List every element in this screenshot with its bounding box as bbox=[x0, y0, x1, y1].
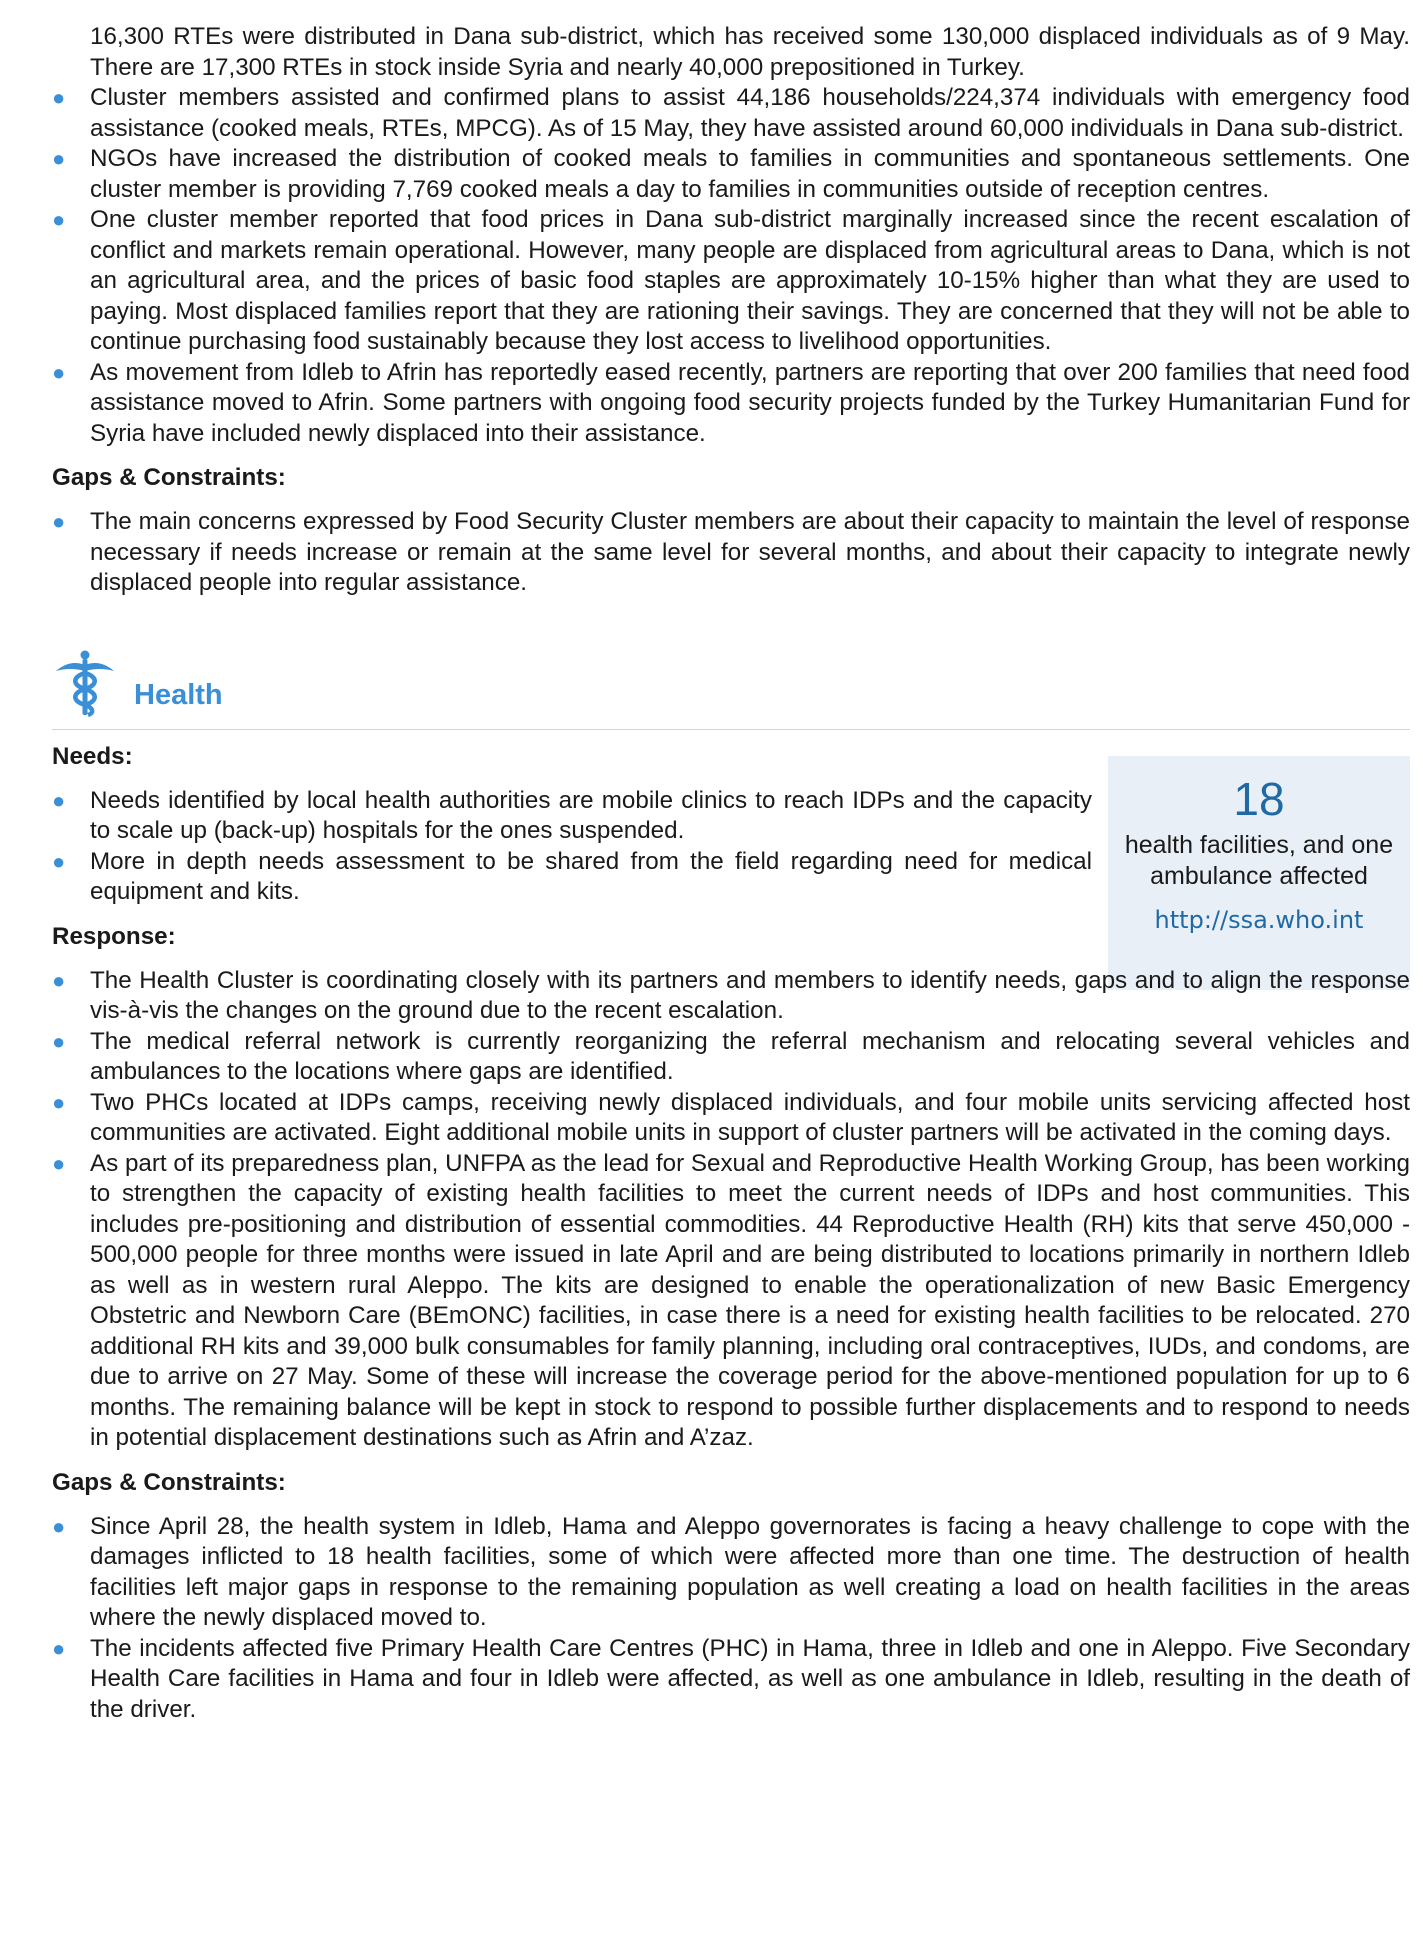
list-item-text: NGOs have increased the distribution of cooked meals to families in communities and spontaneous settlements. One cluster member is providing 7,769 cooked meals a day to families in communities outside of reception centres. bbox=[90, 145, 1410, 203]
list-item bbox=[52, 83, 1410, 144]
health-gaps-list bbox=[52, 1512, 1410, 1726]
list-item-text: One cluster member reported that food prices in Dana sub-district marginally increased since the recent escalation of conflict and markets remain operational. However, many people are displaced from agricultural areas to Dana, which is not an agricultural area, and the prices of basic food staples are approximately 10-15% higher than what they are used to paying. Most displaced families report that they are rationing their savings. They are concerned that they will not be able to continue purchasing food sustainably because they lost access to livelihood opportunities. bbox=[90, 206, 1410, 355]
bullet-icon: ● bbox=[52, 359, 66, 385]
list-item bbox=[52, 786, 1092, 847]
list-item bbox=[52, 847, 1092, 908]
document-page bbox=[52, 22, 1410, 1725]
list-item-text: Cluster members assisted and confirmed plans to assist 44,186 households/224,374 individuals with emergency food assistance (cooked meals, RTEs, MPCG). As of 15 May, they have assisted around 60,000 individuals in Dana sub-district. bbox=[90, 84, 1410, 142]
list-item bbox=[52, 358, 1410, 450]
health-response-heading: Response: bbox=[52, 922, 176, 950]
list-item-text: Two PHCs located at IDPs camps, receiving newly displaced individuals, and four mobile units servicing affected host communities are activated. Eight additional mobile units in support of cluster partners will be activated in the coming days. bbox=[90, 1088, 1410, 1146]
bullet-icon: ● bbox=[52, 787, 66, 813]
list-item bbox=[52, 1634, 1410, 1726]
bullet-icon: ● bbox=[52, 146, 66, 171]
list-item-text: The main concerns expressed by Food Security Cluster members are about their capacity to maintain the level of response necessary if needs increase or remain at the same level for several months, and about their capacity to integrate newly displaced people into regular assistance. bbox=[90, 508, 1410, 596]
food-intro-paragraph: 16,300 RTEs were distributed in Dana sub-district, which has received some 130,000 displaced individuals as of 9 May. There are 17,300 RTEs in stock inside Syria and nearly 40,000 prepositioned in Turkey. bbox=[90, 23, 1410, 81]
list-item bbox=[52, 1512, 1410, 1634]
list-item bbox=[52, 507, 1410, 599]
bullet-icon: ● bbox=[52, 509, 66, 534]
list-item-text: As movement from Idleb to Afrin has reportedly eased recently, partners are reporting that over 200 families that need food assistance moved to Afrin. Some partners with ongoing food security projects funded by the Turkey Humanitarian Fund for Syria have included newly displaced into their assistance. bbox=[90, 358, 1410, 447]
health-needs-block bbox=[52, 742, 1410, 952]
bullet-icon: ● bbox=[52, 967, 66, 993]
callout-number: 18 bbox=[1233, 772, 1285, 825]
list-item-text: As part of its preparedness plan, UNFPA as the lead for Sexual and Reproductive Health Working Group, has been working to strengthen the capacity of existing health facilities to meet the current needs of IDPs and host communities. This includes pre-positioning and distribution of essential commodities. 44 Reproductive Health (RH) kits that serve 450,000 - 500,000 people for three months were issued in late April and are being distributed to locations primarily in northern Idleb as well as in western rural Aleppo. The kits are designed to enable the operationalization of new Basic Emergency Obstetric and Newborn Care (BEmONC) facilities, in case there is a need for existing health facilities to be relocated. 270 additional RH kits and 39,000 bulk consumables for family planning, including oral contraceptives, IUDs, and condoms, are due to arrive on 27 May. Some of these will increase the coverage period for the above-mentioned population for up to 6 months. The remaining balance will be kept in stock to respond to possible further displacements and to respond to needs in potential displacement destinations such as Afrin and A’zaz. bbox=[90, 1149, 1410, 1451]
bullet-icon: ● bbox=[52, 1089, 66, 1115]
health-caduceus-icon bbox=[52, 649, 118, 719]
bullet-icon: ● bbox=[52, 1635, 66, 1661]
food-gaps-list bbox=[52, 507, 1410, 599]
list-item bbox=[52, 1149, 1410, 1454]
health-facilities-callout bbox=[1108, 756, 1410, 990]
bullet-icon: ● bbox=[52, 1150, 66, 1176]
bullet-icon: ● bbox=[52, 1028, 66, 1054]
list-item-text: Since April 28, the health system in Idleb, Hama and Aleppo governorates is facing a heavy challenge to cope with the damages inflicted to 18 health facilities, some of which were affected more than one time. The destruction of health facilities left major gaps in response to the remaining population as well creating a load on health facilities in the areas where the newly displaced moved to. bbox=[90, 1512, 1410, 1631]
bullet-icon: ● bbox=[52, 207, 66, 232]
list-item-text: The medical referral network is currently reorganizing the referral mechanism and relocating several vehicles and ambulances to the locations where gaps are identified. bbox=[90, 1027, 1410, 1085]
health-section-title: Health bbox=[134, 678, 223, 711]
list-item bbox=[52, 1088, 1410, 1149]
bullet-icon: ● bbox=[52, 85, 66, 110]
health-response-list bbox=[52, 966, 1410, 1454]
bullet-icon: ● bbox=[52, 1513, 66, 1539]
callout-link[interactable]: http://ssa.who.int bbox=[1154, 905, 1364, 934]
callout-text: health facilities, and one ambulance affected bbox=[1124, 830, 1394, 890]
list-item bbox=[52, 1027, 1410, 1088]
bullet-icon: ● bbox=[52, 848, 66, 874]
health-needs-column bbox=[52, 742, 1092, 952]
list-item-text: The Health Cluster is coordinating closely with its partners and members to identify needs, gaps and to align the response vis-à-vis the changes on the ground due to the recent escalation. bbox=[90, 966, 1410, 1024]
list-item bbox=[52, 966, 1410, 1027]
list-item-text: The incidents affected five Primary Health Care Centres (PHC) in Hama, three in Idleb and one in Aleppo. Five Secondary Health Care facilities in Hama and four in Idleb were affected, as well as one ambulance in Idleb, resulting in the death of the driver. bbox=[90, 1634, 1410, 1723]
list-item-text: Needs identified by local health authorities are mobile clinics to reach IDPs and the capacity to scale up (back-up) hospitals for the ones suspended. bbox=[90, 786, 1092, 844]
list-item bbox=[52, 205, 1410, 358]
food-response-list bbox=[52, 83, 1410, 449]
list-item-text: More in depth needs assessment to be shared from the field regarding need for medical equipment and kits. bbox=[90, 847, 1092, 905]
health-needs-heading: Needs: bbox=[52, 742, 133, 770]
health-gaps-heading: Gaps & Constraints: bbox=[52, 1468, 286, 1496]
food-gaps-heading: Gaps & Constraints: bbox=[52, 464, 286, 491]
health-section-header bbox=[52, 649, 1410, 730]
list-item bbox=[52, 144, 1410, 205]
health-needs-list bbox=[52, 786, 1092, 908]
